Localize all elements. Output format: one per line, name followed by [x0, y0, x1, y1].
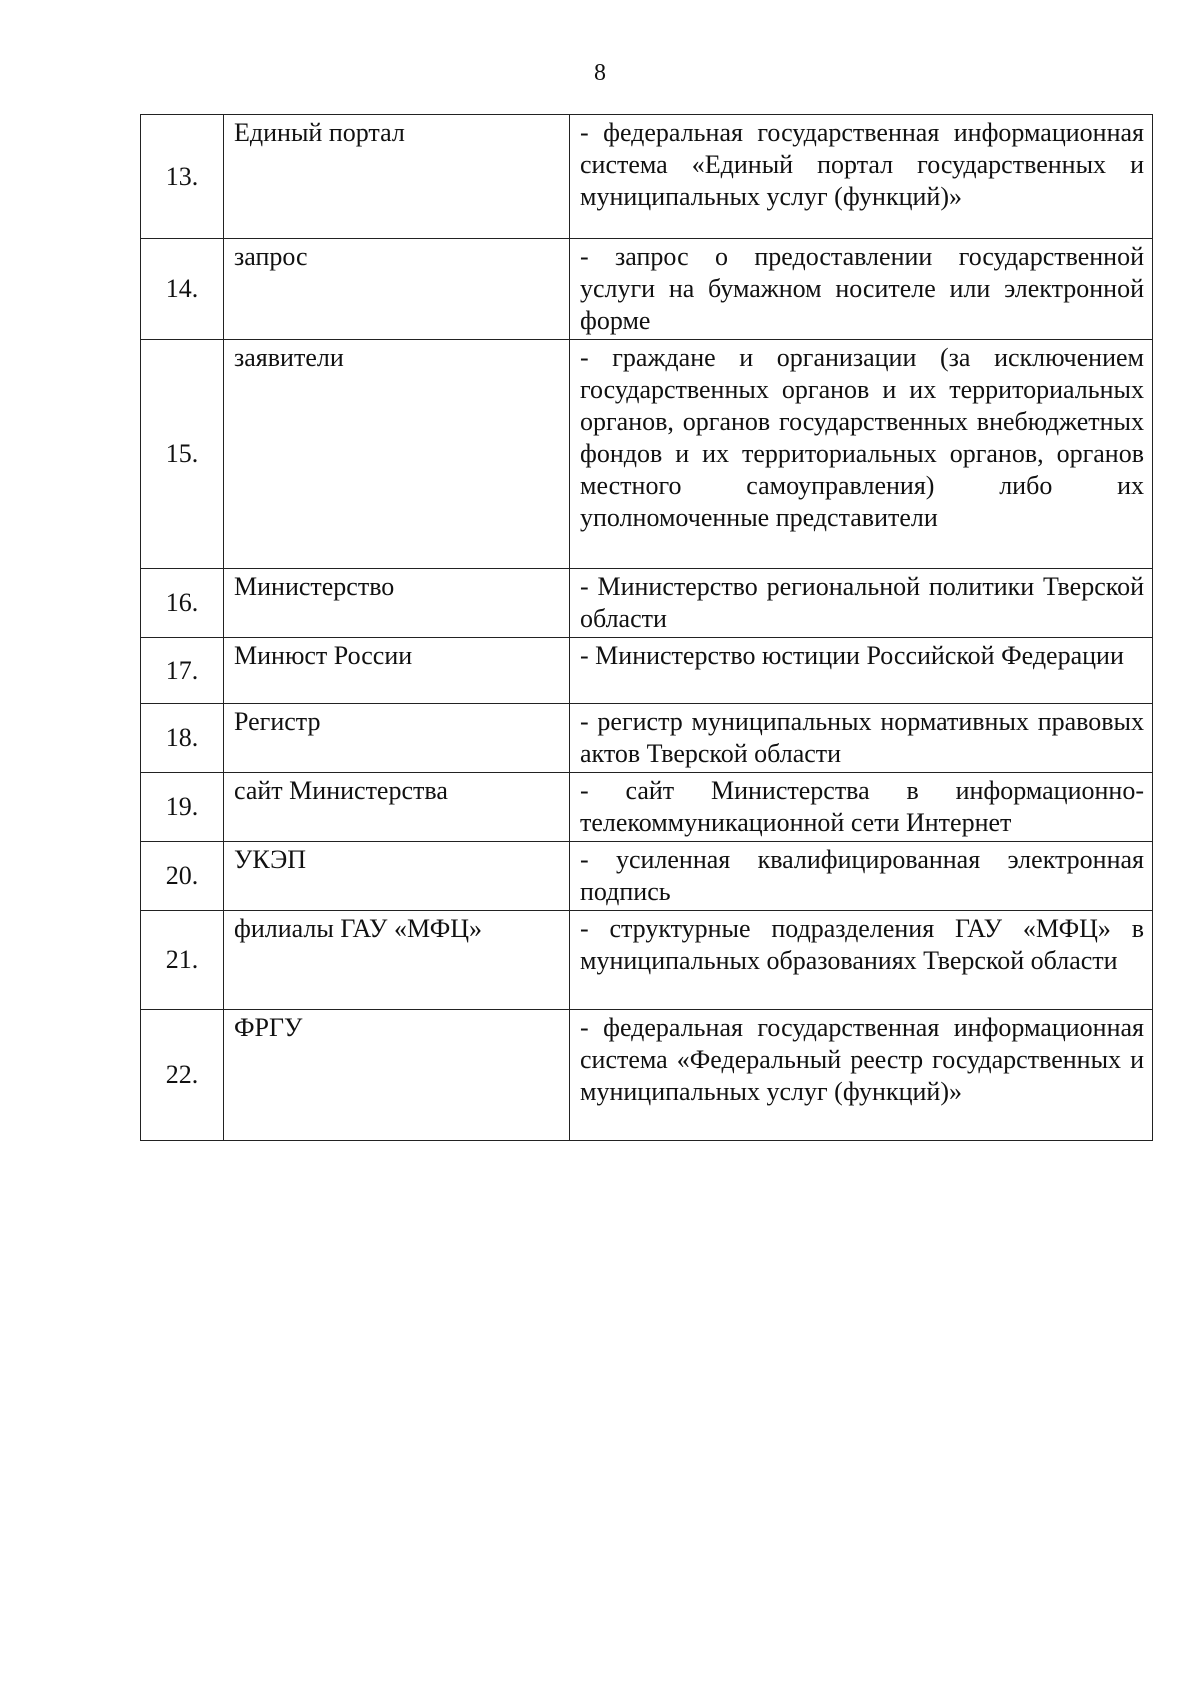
- row-number: 17.: [141, 638, 224, 704]
- term-cell: ФРГУ: [224, 1010, 570, 1141]
- definition-cell: - Министерство региональной политики Тверской области: [570, 569, 1153, 638]
- row-number: 13.: [141, 115, 224, 239]
- table-row: [141, 569, 1153, 638]
- table-row: [141, 1010, 1153, 1141]
- page-number: 8: [594, 60, 606, 86]
- term-cell: Единый портал: [224, 115, 570, 239]
- term-cell: запрос: [224, 239, 570, 340]
- term-cell: заявители: [224, 340, 570, 569]
- table-row: [141, 239, 1153, 340]
- table-row: [141, 773, 1153, 842]
- term-cell: Минюст России: [224, 638, 570, 704]
- definition-cell: - федеральная государственная информационная система «Единый портал государственных и муниципальных услуг (функций)»: [570, 115, 1153, 239]
- term-cell: УКЭП: [224, 842, 570, 911]
- row-number: 19.: [141, 773, 224, 842]
- table-row: [141, 911, 1153, 1010]
- row-number: 18.: [141, 704, 224, 773]
- definition-cell: - регистр муниципальных нормативных правовых актов Тверской области: [570, 704, 1153, 773]
- row-number: 20.: [141, 842, 224, 911]
- definition-cell: - федеральная государственная информационная система «Федеральный реестр государственных и муниципальных услуг (функций)»: [570, 1010, 1153, 1141]
- table-row: [141, 115, 1153, 239]
- table-row: [141, 842, 1153, 911]
- definition-cell: - граждане и организации (за исключением государственных органов и их территориальных органов, органов государственных внебюджетных фондов и их территориальных органов, органов местного самоуправления) либо их уполномоченные представители: [570, 340, 1153, 569]
- definition-cell: - сайт Министерства в информационно-телекоммуникационной сети Интернет: [570, 773, 1153, 842]
- definition-cell: - усиленная квалифицированная электронная подпись: [570, 842, 1153, 911]
- term-cell: Министерство: [224, 569, 570, 638]
- row-number: 14.: [141, 239, 224, 340]
- term-cell: Регистр: [224, 704, 570, 773]
- glossary-table: [140, 114, 1153, 1141]
- table-row: [141, 704, 1153, 773]
- definition-cell: - запрос о предоставлении государственной услуги на бумажном носителе или электронной форме: [570, 239, 1153, 340]
- table-row: [141, 340, 1153, 569]
- definition-cell: - Министерство юстиции Российской Федерации: [570, 638, 1153, 704]
- term-cell: сайт Министерства: [224, 773, 570, 842]
- row-number: 15.: [141, 340, 224, 569]
- term-cell: филиалы ГАУ «МФЦ»: [224, 911, 570, 1010]
- row-number: 21.: [141, 911, 224, 1010]
- row-number: 16.: [141, 569, 224, 638]
- table-row: [141, 638, 1153, 704]
- definition-cell: - структурные подразделения ГАУ «МФЦ» в муниципальных образованиях Тверской области: [570, 911, 1153, 1010]
- row-number: 22.: [141, 1010, 224, 1141]
